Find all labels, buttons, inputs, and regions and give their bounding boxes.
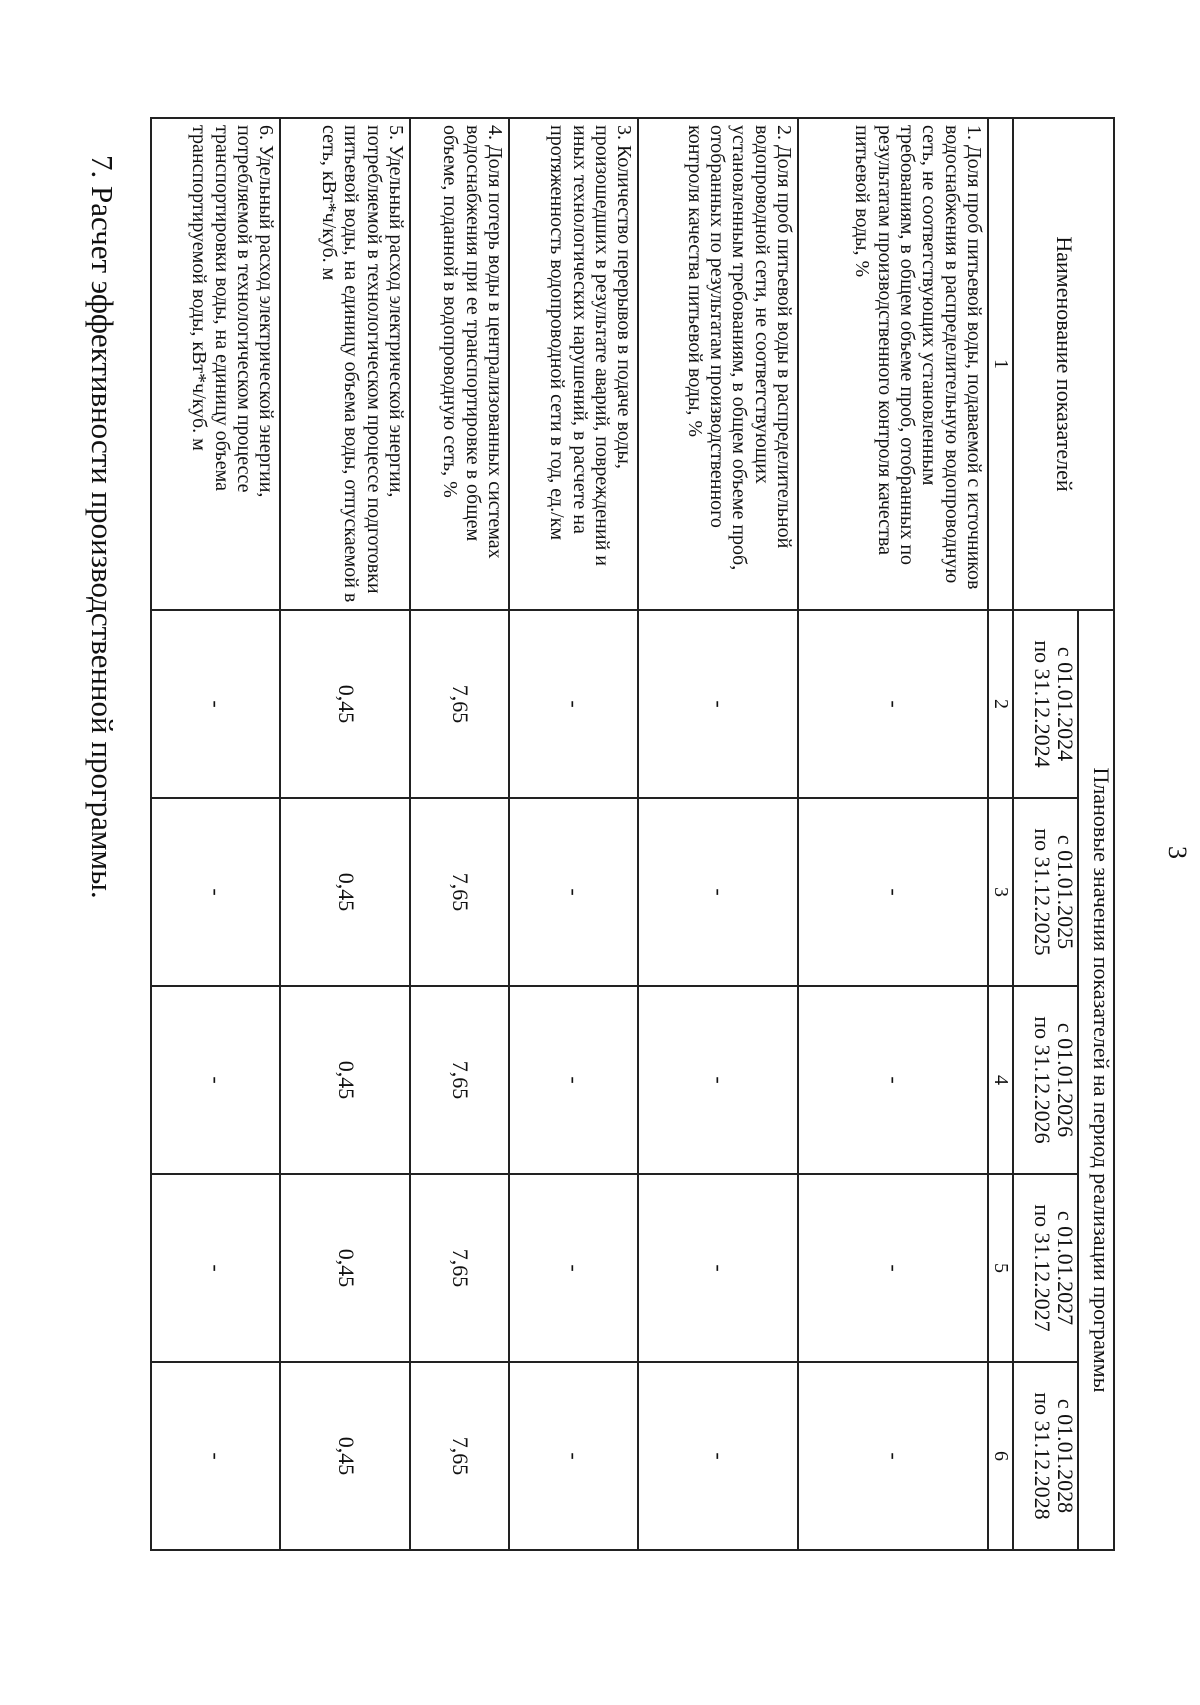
table-header-row: [1078, 118, 1114, 1550]
period-to: по 31.12.2025: [1029, 828, 1055, 956]
indicator-value: -: [798, 1362, 988, 1550]
table-row: [151, 118, 281, 1550]
column-number: 1: [988, 118, 1012, 610]
column-number-row: [988, 118, 1012, 1550]
indicator-value: -: [151, 986, 281, 1174]
header-period-2025: [1013, 798, 1078, 986]
header-period-2027: [1013, 1174, 1078, 1362]
header-period-2028: [1013, 1362, 1078, 1550]
indicators-table: [150, 117, 1115, 1551]
period-to: по 31.12.2024: [1029, 640, 1055, 768]
indicator-value: -: [509, 798, 638, 986]
indicator-value: 7,65: [410, 798, 509, 986]
indicator-value: -: [798, 986, 988, 1174]
indicator-value: 0,45: [281, 986, 410, 1174]
header-period-2026: [1013, 986, 1078, 1174]
indicator-value: -: [509, 986, 638, 1174]
table-row: [638, 118, 798, 1550]
indicator-value: -: [798, 610, 988, 798]
indicator-value: -: [638, 986, 798, 1174]
indicator-name: 1. Доля проб питьевой воды, подаваемой с источников водоснабжения в распределительную водопроводную сеть, не соответствующих установленным требованиям, в общем объеме проб, отобранных по результатам производственного контроля качества питьевой воды, %: [798, 118, 988, 610]
column-number: 2: [988, 610, 1012, 798]
period-from: с 01.01.2026: [1052, 1022, 1078, 1138]
header-indicator-name: Наименование показателей: [1013, 118, 1114, 610]
section-title: 7. Расчет эффективности производственной программы.: [85, 155, 120, 899]
period-from: с 01.01.2024: [1052, 646, 1078, 762]
indicator-value: -: [638, 610, 798, 798]
indicator-name: 6. Удельный расход электрической энергии, потребляемой в технологическом процессе транспортировки воды, на единицу объема транспортируемой воды, кВт*ч/куб. м: [151, 118, 281, 610]
header-period-2024: [1013, 610, 1078, 798]
indicator-value: 7,65: [410, 986, 509, 1174]
indicator-value: -: [509, 1174, 638, 1362]
indicator-name: 3. Количество перерывов в подаче воды, произошедших в результате аварий, повреждений и иных технологических нарушений, в расчете на протяженность водопроводной сети в год, ед./км: [509, 118, 638, 610]
indicator-value: 0,45: [281, 610, 410, 798]
indicator-value: -: [509, 1362, 638, 1550]
indicator-name: 2. Доля проб питьевой воды в распределительной водопроводной сети, не соответствующих установленным требованиям, в общем объеме проб, отобранных по результатам производственного контроля качества питьевой воды, %: [638, 118, 798, 610]
period-from: с 01.01.2028: [1052, 1398, 1078, 1514]
column-number: 5: [988, 1174, 1012, 1362]
table-row: [410, 118, 509, 1550]
indicator-value: -: [151, 610, 281, 798]
period-to: по 31.12.2027: [1029, 1204, 1055, 1332]
indicator-value: -: [151, 798, 281, 986]
column-number: 6: [988, 1362, 1012, 1550]
indicator-value: 0,45: [281, 1174, 410, 1362]
indicator-value: -: [638, 798, 798, 986]
period-from: с 01.01.2027: [1052, 1210, 1078, 1326]
indicator-name: 4. Доля потерь воды в централизованных системах водоснабжения при ее транспортировке в общем объеме, поданной в водопроводную сеть, %: [410, 118, 509, 610]
column-number: 3: [988, 798, 1012, 986]
indicator-name: 5. Удельный расход электрической энергии, потребляемой в технологическом процессе подготовки питьевой воды, на единицу объема воды, отпускаемой в сеть, кВт*ч/куб. м: [281, 118, 410, 610]
page-number: 3: [1163, 846, 1192, 859]
indicator-value: 7,65: [410, 610, 509, 798]
table-row: [798, 118, 988, 1550]
header-planned-values: Плановые значения показателей на период реализации программы: [1078, 610, 1114, 1550]
period-to: по 31.12.2028: [1029, 1392, 1055, 1520]
indicator-value: -: [638, 1362, 798, 1550]
table-row: [281, 118, 410, 1550]
indicator-value: 7,65: [410, 1174, 509, 1362]
period-from: с 01.01.2025: [1052, 834, 1078, 950]
table-row: [509, 118, 638, 1550]
indicator-value: -: [151, 1362, 281, 1550]
column-number: 4: [988, 986, 1012, 1174]
indicator-value: 0,45: [281, 798, 410, 986]
indicator-value: -: [798, 798, 988, 986]
indicator-value: 0,45: [281, 1362, 410, 1550]
indicator-value: -: [638, 1174, 798, 1362]
period-to: по 31.12.2026: [1029, 1016, 1055, 1144]
indicator-value: 7,65: [410, 1362, 509, 1550]
indicator-value: -: [798, 1174, 988, 1362]
indicator-value: -: [509, 610, 638, 798]
indicator-value: -: [151, 1174, 281, 1362]
